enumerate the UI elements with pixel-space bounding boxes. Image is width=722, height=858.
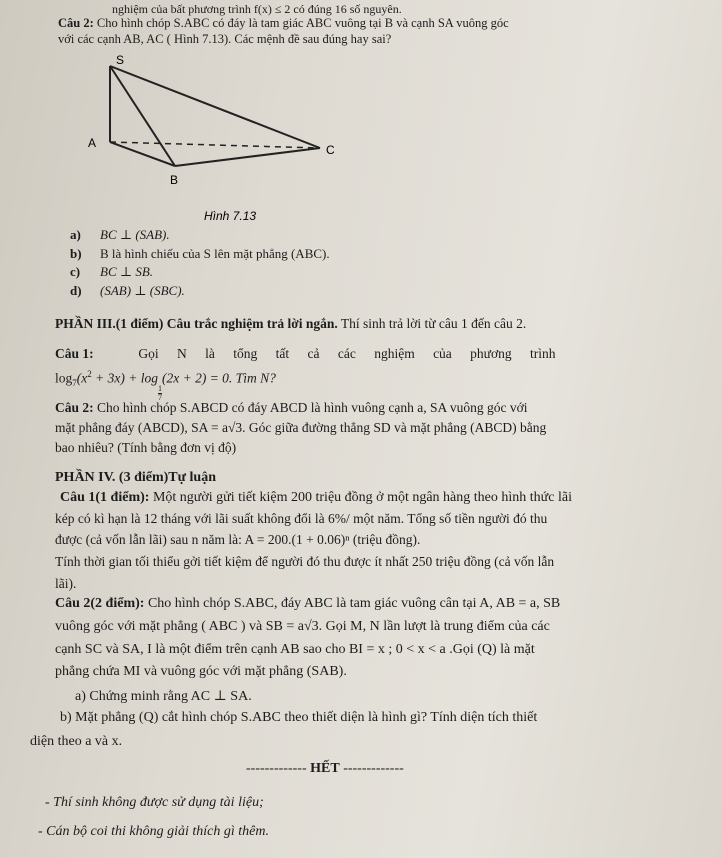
part3-c2-line1	[55, 400, 528, 416]
part4-c2-text1: Cho hình chóp S.ABC, đáy ABC là tam giác vuông cân tại A, AB = a, SB	[147, 596, 561, 611]
pyramid-figure	[58, 52, 358, 232]
part4-c2-line3: cạnh SC và SA, I là một điểm trên cạnh AB sao cho BI = x ; 0 < x < a .Gọi (Q) là mặt	[55, 642, 535, 657]
part3-c1-text1: Gọi N là tổng tất cả các nghiệm của phương trình	[138, 346, 556, 361]
option-c	[70, 264, 153, 280]
header-line: nghiệm của bất phương trình f(x) ≤ 2 có đúng 16 số nguyên.	[112, 2, 402, 16]
eq-frac-num: 1	[157, 383, 162, 393]
part4-heading: PHẦN IV. (3 điểm)Tự luận	[55, 470, 216, 485]
part4-c1-text1: Một người gửi tiết kiệm 200 triệu đồng ở một ngân hàng theo hình thức lãi	[152, 490, 572, 505]
label-b: B	[170, 173, 179, 187]
footer-note-2: - Cán bộ coi thi không giải thích gì thêm.	[38, 824, 269, 839]
label-c: C	[326, 143, 335, 157]
q2-top-line2: với các cạnh AB, AC ( Hình 7.13). Các mệnh đề sau đúng hay sai?	[58, 32, 392, 46]
part3-c2-text1: Cho hình chóp S.ABCD có đáy ABCD là hình vuông cạnh a, SA vuông góc với	[97, 400, 528, 415]
end-marker	[246, 761, 404, 777]
option-c-key: c)	[70, 264, 81, 279]
q2-top-text1: Cho hình chóp S.ABC có đáy là tam giác ABC vuông tại B và cạnh SA vuông góc	[96, 16, 509, 30]
part3-c1-line1	[55, 346, 620, 362]
part4-c2-line4: phẳng chứa MI và vuông góc với mặt phẳng (SAB).	[55, 664, 347, 679]
part3-heading-line	[55, 316, 526, 332]
q2-top-title: Câu 2:	[58, 16, 94, 30]
footer-note-1: - Thí sinh không được sử dụng tài liệu;	[45, 795, 264, 810]
option-b-key: b)	[70, 246, 82, 261]
eq-sup-2: 2	[87, 369, 92, 379]
part3-c1-title: Câu 1:	[55, 346, 94, 361]
part4-c1-line1	[60, 490, 572, 506]
part4-c2-line1	[55, 596, 560, 612]
edge-ab	[110, 142, 175, 166]
figure-caption: Hình 7.13	[204, 209, 257, 223]
part4-c2-b2: diện theo a và x.	[30, 734, 123, 749]
part4-c1-line5: lãi).	[55, 576, 77, 591]
part4-c2-a: a) Chứng minh rằng AC ⊥ SA.	[75, 689, 252, 704]
option-b-text: B là hình chiếu của S lên mặt phẳng (ABC).	[100, 246, 330, 261]
edge-bc	[175, 148, 320, 166]
part4-c2-line2: vuông góc với mặt phẳng ( ABC ) và SB = a√3. Gọi M, N lần lượt là trung điểm của các	[55, 619, 550, 634]
part3-instruction: Thí sinh trả lời từ câu 1 đến câu 2.	[340, 316, 527, 331]
eq-end: (2x + 2) = 0. Tìm N?	[161, 370, 276, 386]
option-c-text: BC ⊥ SB.	[100, 264, 154, 279]
option-a-text: BC ⊥ (SAB).	[100, 227, 170, 242]
eq-frac-den: 7	[157, 392, 162, 402]
part4-c1-line3: được (cả vốn lẫn lãi) sau n năm là: A = 200.(1 + 0.06)ⁿ (triệu đồng).	[55, 532, 421, 547]
part3-c2-line2: mặt phẳng đáy (ABCD), SA = a√3. Góc giữa đường thẳng SD và mặt phẳng (ABCD) bằng	[55, 420, 547, 435]
end-dashes-left: -------------	[246, 761, 307, 776]
part4-c2-title: Câu 2(2 điểm):	[55, 596, 145, 611]
part3-c2-title: Câu 2:	[55, 400, 94, 415]
option-b	[70, 246, 330, 262]
eq-arg-a: (x	[76, 370, 88, 386]
part3-heading: PHẦN III.(1 điểm) Câu trắc nghiệm trả lời ngắn.	[55, 316, 338, 331]
end-dashes-right: -------------	[343, 761, 404, 776]
edge-ac	[110, 142, 320, 148]
edge-sc	[110, 66, 320, 148]
option-d	[70, 283, 185, 299]
q2-top-line1	[58, 16, 509, 31]
eq-mid: + 3x) + log	[91, 370, 158, 386]
part4-c2-b1: b) Mặt phẳng (Q) cắt hình chóp S.ABC theo thiết diện là hình gì? Tính diện tích thiết	[60, 710, 538, 725]
label-a: A	[88, 136, 97, 150]
eq-frac	[158, 385, 162, 402]
part3-c2-line3: bao nhiêu? (Tính bằng đơn vị độ)	[55, 440, 237, 455]
edge-sb	[110, 66, 175, 166]
part4-c1-line4: Tính thời gian tối thiểu gởi tiết kiệm để người đó thu được ít nhất 250 triệu đồng (cả vốn lẫn	[55, 554, 555, 569]
eq-log-a: log	[55, 370, 73, 386]
label-s: S	[116, 53, 125, 67]
option-a	[70, 227, 170, 243]
part3-c1-equation	[55, 369, 276, 402]
eq-base-7: 7	[72, 378, 77, 389]
end-label: HẾT	[310, 761, 340, 776]
part4-c1-title: Câu 1(1 điểm):	[60, 490, 150, 505]
option-d-key: d)	[70, 283, 82, 298]
option-a-key: a)	[70, 227, 81, 242]
option-d-text: (SAB) ⊥ (SBC).	[100, 283, 185, 298]
part4-c1-line2: kép có kì hạn là 12 tháng với lãi suất không đổi là 6%/ một năm. Tổng số tiền người đó thu	[55, 511, 548, 526]
